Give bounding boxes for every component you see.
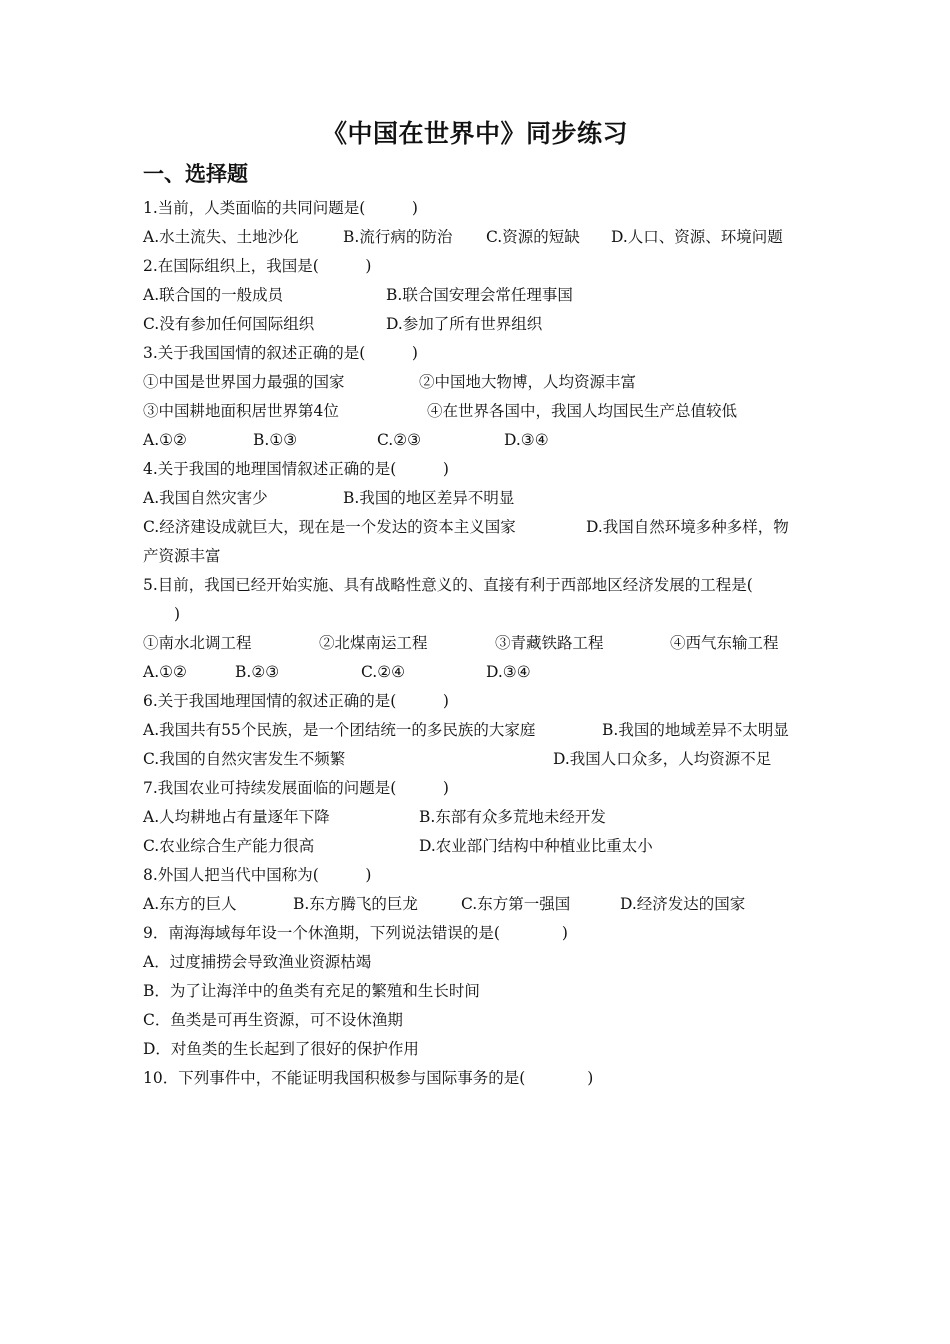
- question-6-options-cd: [143, 745, 823, 774]
- question-9-option-a: A．过度捕捞会导致渔业资源枯竭: [143, 953, 372, 971]
- option-b: B.流行病的防治: [343, 228, 453, 246]
- question-3-statements-12: [143, 368, 823, 397]
- question-7-options-ab: [143, 803, 823, 832]
- statement-3: ③青藏铁路工程: [495, 634, 604, 652]
- option-c: C.资源的短缺: [486, 228, 580, 246]
- question-4-option-d-cont: 产资源丰富: [143, 547, 221, 565]
- question-5-statements: [143, 629, 823, 658]
- option-c: C.经济建设成就巨大，现在是一个发达的资本主义国家: [143, 518, 516, 536]
- option-a: A.东方的巨人: [143, 895, 237, 913]
- question-6-stem: 6.关于我国地理国情的叙述正确的是( ): [143, 692, 449, 710]
- statement-4: ④在世界各国中，我国人均国民生产总值较低: [427, 402, 738, 420]
- statement-2: ②北煤南运工程: [319, 634, 428, 652]
- question-2-stem: 2.在国际组织上，我国是( ): [143, 257, 372, 275]
- option-d: D.农业部门结构中种植业比重太小: [419, 837, 653, 855]
- question-9-option-c: C．鱼类是可再生资源，可不设休渔期: [143, 1011, 403, 1029]
- option-b: B.东部有众多荒地未经开发: [419, 808, 606, 826]
- option-c: C.东方第一强国: [461, 895, 571, 913]
- option-a: A.联合国的一般成员: [143, 286, 284, 304]
- option-c: C.没有参加任何国际组织: [143, 315, 315, 333]
- question-2-options-ab: [143, 281, 823, 310]
- option-d: D.我国人口众多，人均资源不足: [553, 750, 772, 768]
- question-10-stem: 10．下列事件中，不能证明我国积极参与国际事务的是( ): [143, 1069, 594, 1087]
- statement-2: ②中国地大物博，人均资源丰富: [419, 373, 637, 391]
- question-1-stem: 1.当前，人类面临的共同问题是( ): [143, 199, 418, 217]
- option-b: B.东方腾飞的巨龙: [293, 895, 418, 913]
- question-9-stem: 9．南海海域每年设一个休渔期，下列说法错误的是( ): [143, 924, 568, 942]
- question-7-stem: 7.我国农业可持续发展面临的问题是( ): [143, 779, 449, 797]
- question-3-options: [143, 426, 823, 455]
- option-a: A.水土流失、土地沙化: [143, 228, 299, 246]
- option-d: D.③④: [504, 431, 549, 449]
- question-9-option-b: B．为了让海洋中的鱼类有充足的繁殖和生长时间: [143, 982, 480, 1000]
- question-3-stem: 3.关于我国国情的叙述正确的是( ): [143, 344, 418, 362]
- option-a: A.我国共有55个民族，是一个团结统一的多民族的大家庭: [143, 721, 536, 739]
- option-d: D.③④: [486, 663, 531, 681]
- question-5-stem-cont: ): [143, 605, 181, 623]
- option-a: A.①②: [143, 663, 187, 681]
- option-a: A.我国自然灾害少: [143, 489, 268, 507]
- statement-3: ③中国耕地面积居世界第4位: [143, 402, 339, 420]
- option-c: C.我国的自然灾害发生不频繁: [143, 750, 346, 768]
- option-c: C.②③: [377, 431, 422, 449]
- option-b: B.我国的地区差异不明显: [343, 489, 515, 507]
- question-6-options-ab: [143, 716, 823, 745]
- statement-1: ①中国是世界国力最强的国家: [143, 373, 345, 391]
- question-2-options-cd: [143, 310, 823, 339]
- question-5-stem: 5.目前，我国已经开始实施、具有战略性意义的、直接有利于西部地区经济发展的工程是(: [143, 576, 753, 594]
- option-b: B.②③: [235, 663, 280, 681]
- option-b: B.我国的地域差异不太明显: [602, 721, 789, 739]
- option-b: B.①③: [253, 431, 298, 449]
- question-4-options-ab: [143, 484, 823, 513]
- statement-1: ①南水北调工程: [143, 634, 252, 652]
- question-list: [143, 194, 823, 1093]
- page-title: 《中国在世界中》同步练习: [321, 119, 628, 148]
- option-d: D.参加了所有世界组织: [386, 315, 543, 333]
- option-c: C.②④: [361, 663, 406, 681]
- question-4-options-cd: [143, 513, 823, 542]
- statement-4: ④西气东输工程: [670, 634, 779, 652]
- option-c: C.农业综合生产能力很高: [143, 837, 315, 855]
- option-b: B.联合国安理会常任理事国: [386, 286, 573, 304]
- question-5-options: [143, 658, 823, 687]
- question-7-options-cd: [143, 832, 823, 861]
- option-a: A.①②: [143, 431, 187, 449]
- question-1-options: [143, 223, 823, 252]
- question-4-stem: 4.关于我国的地理国情叙述正确的是( ): [143, 460, 449, 478]
- option-a: A.人均耕地占有量逐年下降: [143, 808, 330, 826]
- question-8-options: [143, 890, 823, 919]
- option-d: D.经济发达的国家: [620, 895, 746, 913]
- question-3-statements-34: [143, 397, 823, 426]
- question-8-stem: 8.外国人把当代中国称为( ): [143, 866, 372, 884]
- section-heading: 一、选择题: [143, 162, 248, 186]
- question-9-option-d: D．对鱼类的生长起到了很好的保护作用: [143, 1040, 419, 1058]
- option-d: D.我国自然环境多种多样，物: [586, 518, 789, 536]
- option-d: D.人口、资源、环境问题: [611, 228, 783, 246]
